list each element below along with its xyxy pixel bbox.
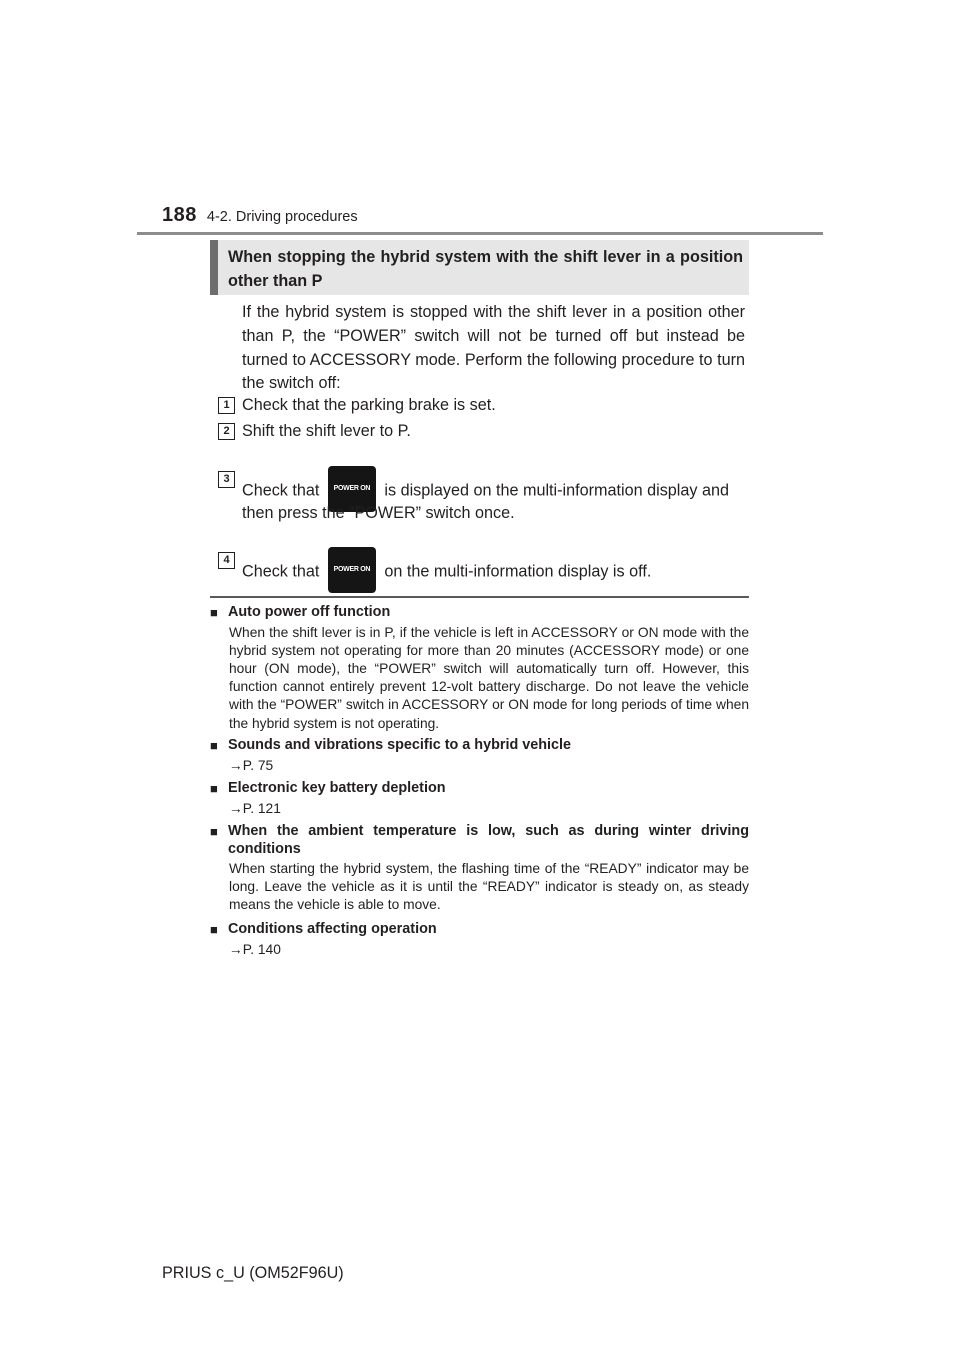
square-bullet-icon: ■ [210, 781, 218, 796]
note-conditions-operation [210, 921, 749, 959]
section-heading-box [210, 240, 749, 295]
header-divider [137, 232, 823, 235]
step-text-before: Check that [242, 562, 320, 581]
step-number: 1 [218, 397, 235, 414]
section-breadcrumb: 4-2. Driving procedures [206, 209, 358, 225]
step-text-after: is displayed on the multi-information display and [384, 481, 730, 500]
note-body: When starting the hybrid system, the flashing time of the “READY” indicator may be long. Leave the vehicle as it is until the “READY” indicator is steady on, as steady means the vehicle is able to move. [229, 861, 749, 913]
note-key-battery [210, 780, 749, 818]
step-text-continued: then press the “POWER” switch once. [242, 504, 515, 522]
square-bullet-icon: ■ [210, 824, 218, 839]
note-title: Electronic key battery depletion [228, 780, 446, 796]
step-text: Shift the shift lever to P. [242, 422, 411, 440]
step-number: 4 [218, 552, 235, 569]
note-title: Conditions affecting operation [228, 921, 437, 937]
square-bullet-icon: ■ [210, 605, 218, 620]
page-number: 188 [162, 204, 197, 226]
step-number: 3 [218, 471, 235, 488]
page-reference-link[interactable]: →P. 121 [229, 800, 281, 816]
note-title: Sounds and vibrations specific to a hybrid vehicle [228, 737, 572, 753]
notes-divider [210, 596, 749, 598]
power-on-indicator-icon: POWER ON [328, 547, 376, 593]
note-low-temperature [210, 823, 749, 915]
page-reference-link[interactable]: →P. 75 [229, 757, 274, 773]
power-on-indicator-icon: POWER ON [328, 466, 376, 512]
section-heading: When stopping the hybrid system with the shift lever in a position other than P [228, 248, 743, 290]
square-bullet-icon: ■ [210, 738, 218, 753]
note-title: Auto power off function [228, 604, 391, 620]
step-text [242, 549, 651, 595]
page-header [162, 204, 358, 228]
note-title: When the ambient temperature is low, such as during winter driving conditions [228, 823, 749, 857]
square-bullet-icon: ■ [210, 922, 218, 937]
step-text-before: Check that [242, 481, 320, 500]
step-number: 2 [218, 423, 235, 440]
step-text: Check that the parking brake is set. [242, 396, 496, 414]
note-body: When the shift lever is in P, if the vehicle is left in ACCESSORY or ON mode with the hybrid system not operating for more than 20 minutes (ACCESSORY mode) or one hour (ON mode), the “POWER” switch will automatically turn off. However, this function cannot entirely prevent 12-volt battery discharge. Do not leave the vehicle with the “POWER” switch in ACCESSORY or ON mode for long periods of time when the hybrid system is not operating. [229, 624, 749, 731]
step-text-after: on the multi-information display is off. [384, 562, 652, 581]
note-sounds-vibrations [210, 737, 749, 775]
page-footer: PRIUS c_U (OM52F96U) [162, 1264, 344, 1282]
page-reference-link[interactable]: →P. 140 [229, 941, 281, 957]
intro-paragraph: If the hybrid system is stopped with the shift lever in a position other than P, the “POWER” switch will not be turned off but instead be turned to ACCESSORY mode. Perform the following procedure to turn the switch off: [242, 303, 745, 393]
note-auto-power-off [210, 604, 749, 733]
